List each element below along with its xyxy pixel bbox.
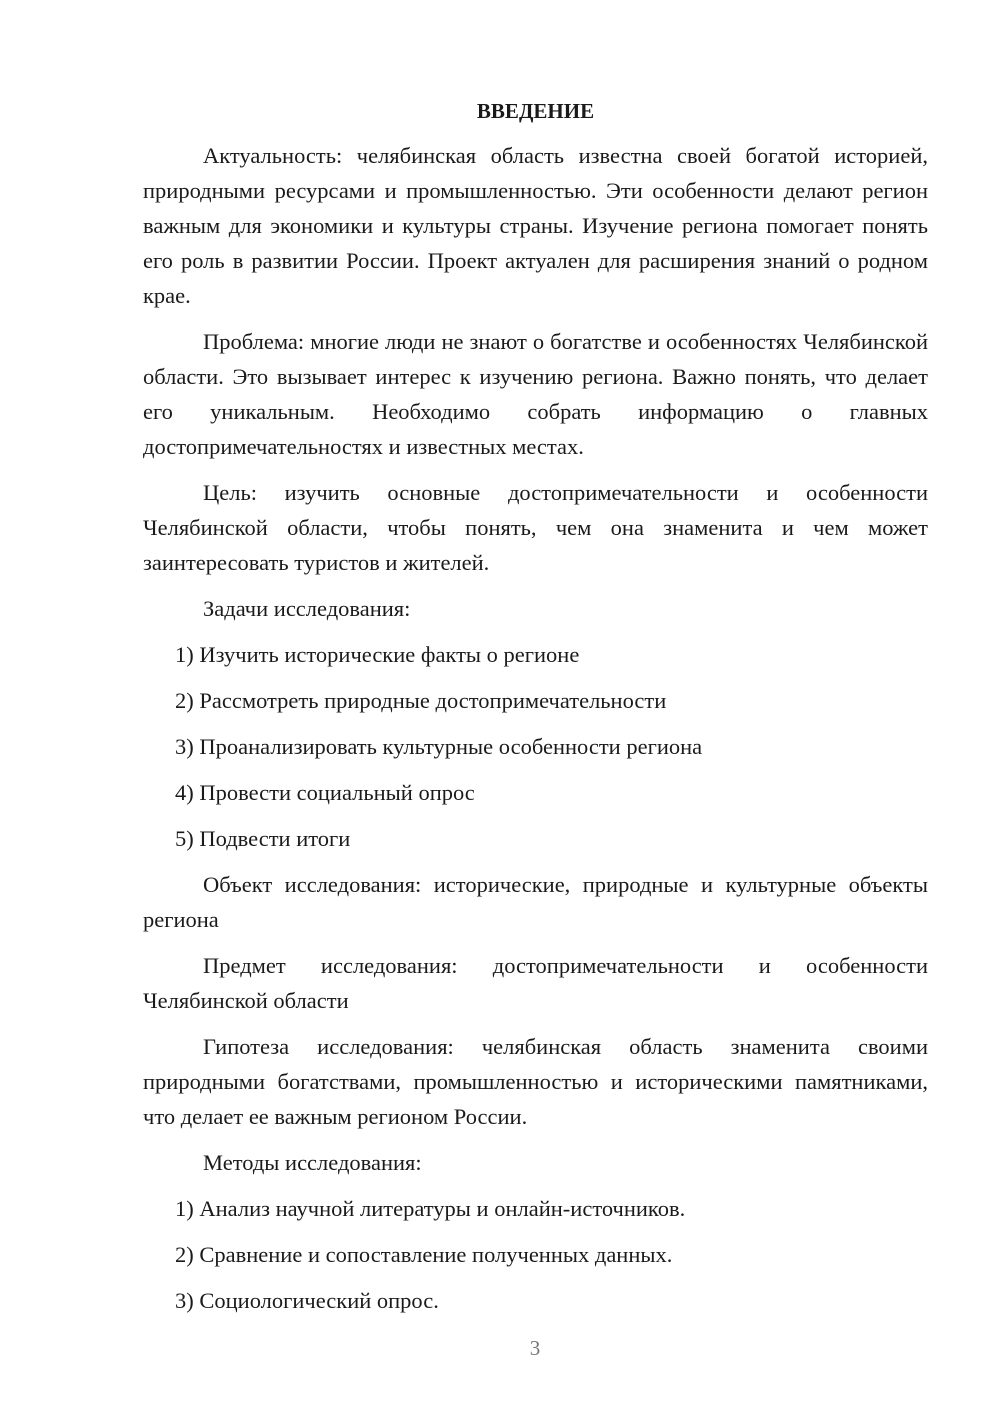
task-item: 4) Провести социальный опрос	[175, 780, 475, 805]
subject-paragraph: Предмет исследования: достопримечательности и особенности Челябинской области	[143, 953, 928, 1013]
method-item: 2) Сравнение и сопоставление полученных данных.	[175, 1242, 673, 1267]
task-item: 3) Проанализировать культурные особенности региона	[175, 734, 703, 759]
method-item: 3) Социологический опрос.	[175, 1288, 439, 1313]
task-item: 5) Подвести итоги	[175, 826, 351, 851]
method-item: 1) Анализ научной литературы и онлайн-источников.	[175, 1196, 686, 1221]
object-paragraph: Объект исследования: исторические, природные и культурные объекты региона	[143, 872, 928, 932]
tasks-heading: Задачи исследования:	[203, 596, 411, 621]
goal-paragraph: Цель: изучить основные достопримечательности и особенности Челябинской области, чтобы понять, чем она знаменита и чем может заинтересовать туристов и жителей.	[143, 480, 928, 575]
problem-paragraph: Проблема: многие люди не знают о богатстве и особенностях Челябинской области. Это вызывает интерес к изучению региона. Важно понять, что делает его уникальным. Необходимо собрать информацию о главных достопримечательностях и известных местах.	[143, 329, 928, 459]
methods-heading: Методы исследования:	[203, 1150, 422, 1175]
task-item: 2) Рассмотреть природные достопримечательности	[175, 688, 667, 713]
section-title: ВВЕДЕНИЕ	[476, 99, 595, 123]
page-number: 3	[529, 1336, 541, 1360]
task-item: 1) Изучить исторические факты о регионе	[175, 642, 580, 667]
document-page	[143, 96, 928, 1329]
tasks-list	[143, 637, 928, 856]
relevance-paragraph: Актуальность: челябинская область известна своей богатой историей, природными ресурсами и промышленностью. Эти особенности делают регион важным для экономики и культуры страны. Изучение региона помогает понять его роль в развитии России. Проект актуален для расширения знаний о родном крае.	[143, 143, 928, 308]
methods-list	[143, 1191, 928, 1318]
hypothesis-paragraph: Гипотеза исследования: челябинская область знаменита своими природными богатствами, промышленностью и историческими памятниками, что делает ее важным регионом России.	[143, 1034, 928, 1129]
